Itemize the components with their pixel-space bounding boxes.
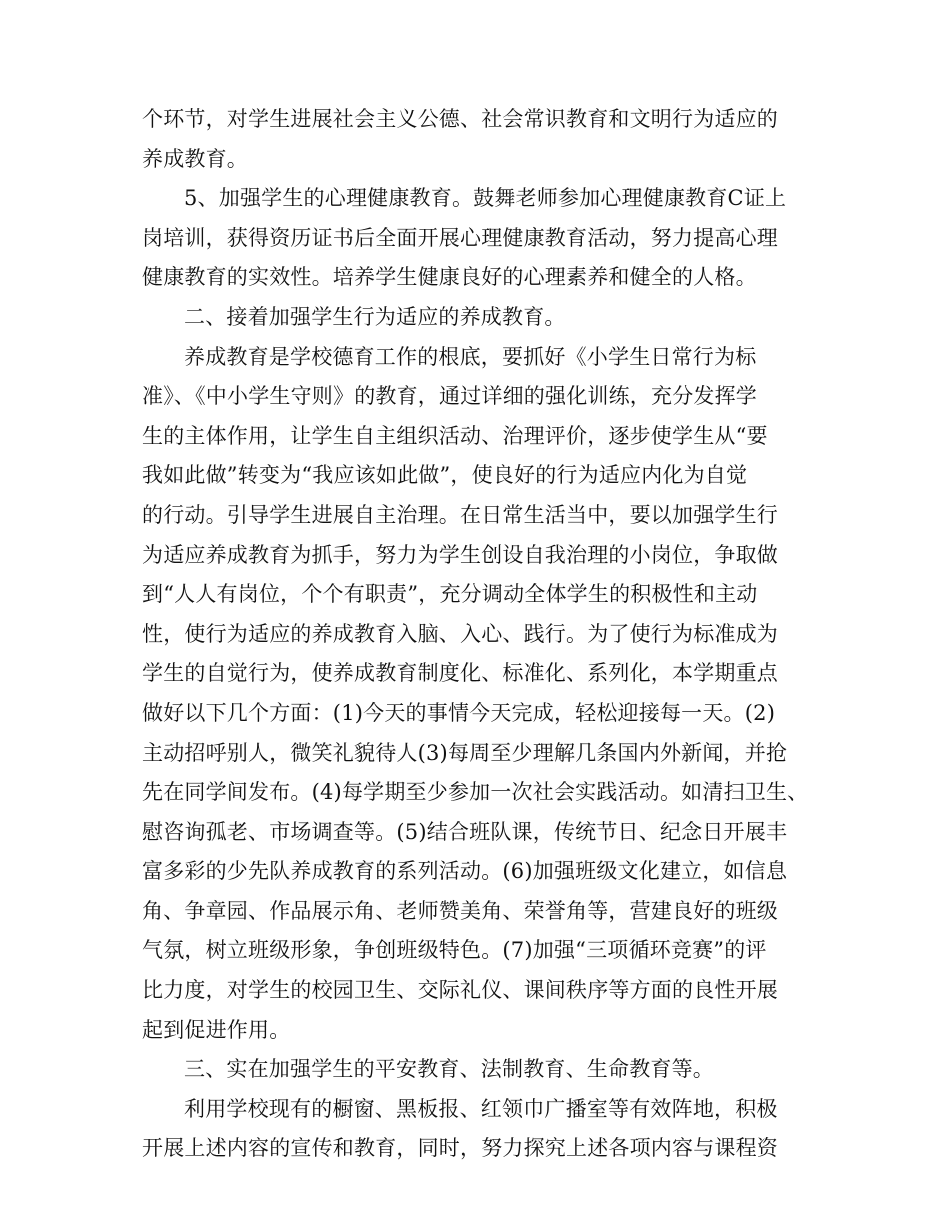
text-line: 慰咨询孤老、市场调查等。(5)结合班队课，传统节日、纪念日开展丰 xyxy=(142,819,788,844)
text-line: 角、争章园、作品展示角、老师赞美角、荣誉角等，营建良好的班级 xyxy=(142,898,778,923)
text-line: 准》、《中小学生守则》的教育，通过详细的强化训练，充分发挥学 xyxy=(142,384,757,409)
text-line: 做好以下几个方面：(1)今天的事情今天完成，轻松迎接每一天。(2) xyxy=(142,700,776,725)
text-line: 健康教育的实效性。培养学生健康良好的心理素养和健全的人格。 xyxy=(142,265,757,290)
text-line: 先在同学间发布。(4)每学期至少参加一次社会实践活动。如清扫卫生、 xyxy=(142,780,809,805)
text-line: 养成教育。 xyxy=(142,146,248,171)
text-line: 学生的自觉行为，使养成教育制度化、标准化、系列化，本学期重点 xyxy=(142,661,778,686)
text-line: 起到促进作用。 xyxy=(142,1017,291,1042)
text-line: 比力度，对学生的校园卫生、交际礼仪、课间秩序等方面的良性开展 xyxy=(142,978,778,1003)
text-line: 岗培训，获得资历证书后全面开展心理健康教育活动，努力提高心理 xyxy=(142,225,778,250)
text-line: 到“人人有岗位，个个有职责”，充分调动全体学生的积极性和主动 xyxy=(142,582,758,607)
text-line: 个环节，对学生进展社会主义公德、社会常识教育和文明行为适应的 xyxy=(142,107,778,131)
text-line: 气氛，树立班级形象，争创班级特色。(7)加强“三项循环竞赛”的评 xyxy=(142,938,767,963)
section-heading: 三、实在加强学生的平安教育、法制教育、生命教育等。 xyxy=(184,1057,714,1082)
text-line: 性，使行为适应的养成教育入脑、入心、践行。为了使行为标准成为 xyxy=(142,621,778,646)
section-heading: 二、接着加强学生行为适应的养成教育。 xyxy=(184,304,566,329)
text-line: 主动招呼别人，微笑礼貌待人(3)每周至少理解几条国内外新闻，并抢 xyxy=(142,740,788,765)
text-line: 生的主体作用，让学生自主组织活动、治理评价，逐步使学生从“要 xyxy=(142,423,768,448)
text-line: 为适应养成教育为抓手，努力为学生创设自我治理的小岗位，争取做 xyxy=(142,542,778,567)
text-line: 的行动。引导学生进展自主治理。在日常生活当中，要以加强学生行 xyxy=(142,502,778,527)
document-body xyxy=(142,100,812,1169)
text-line: 富多彩的少先队养成教育的系列活动。(6)加强班级文化建立，如信息 xyxy=(142,859,788,884)
text-line: 利用学校现有的橱窗、黑板报、红领巾广播室等有效阵地，积极 xyxy=(184,1096,778,1121)
text-line: 养成教育是学校德育工作的根底，要抓好《小学生日常行为标 xyxy=(184,344,757,369)
text-line: 我如此做”转变为“我应该如此做”，使良好的行为适应内化为自觉 xyxy=(142,463,748,488)
text-line: 开展上述内容的宣传和教育，同时，努力探究上述各项内容与课程资 xyxy=(142,1136,778,1161)
text-line: 5、加强学生的心理健康教育。鼓舞老师参加心理健康教育C证上 xyxy=(184,186,787,211)
